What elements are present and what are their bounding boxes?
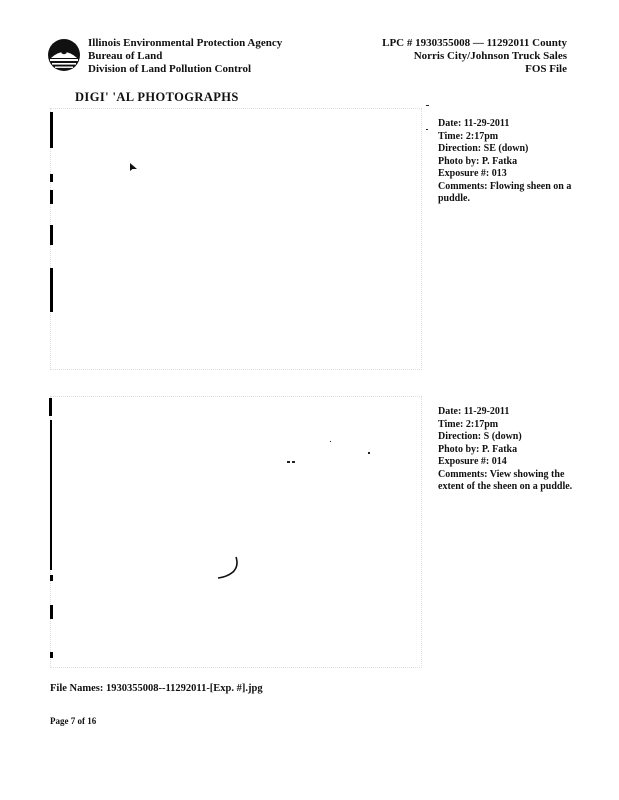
speck xyxy=(287,461,290,463)
speck xyxy=(368,452,370,454)
photo-2-edge-mark xyxy=(50,652,53,658)
photo-2-direction: Direction: S (down) xyxy=(438,431,522,442)
photo-1 xyxy=(50,108,422,370)
speck xyxy=(426,129,428,130)
photo-2-edge-mark xyxy=(49,398,52,416)
photo-2 xyxy=(50,396,422,668)
file-names: File Names: 1930355008--11292011-[Exp. #].jpg xyxy=(50,683,263,694)
photo-2-time: Time: 2:17pm xyxy=(438,418,499,430)
speck xyxy=(292,461,295,463)
photo-1-date: Date: 11-29-2011 xyxy=(438,118,510,129)
section-title: DIGI' 'AL PHOTOGRAPHS xyxy=(75,90,239,104)
photo-2-stroke-speck xyxy=(215,556,241,580)
photo-1-edge-mark xyxy=(50,268,53,312)
speck xyxy=(330,441,331,442)
photo-1-edge-mark xyxy=(50,225,53,245)
photo-1-time: Time: 2:17pm xyxy=(438,130,499,142)
photo-1-edge-mark xyxy=(50,190,53,204)
photo-2-edge-mark xyxy=(50,420,52,570)
page-number: Page 7 of 16 xyxy=(50,716,97,726)
cursor-speck xyxy=(130,163,138,172)
photo-1-exposure: Exposure #: 013 xyxy=(438,168,507,179)
speck xyxy=(426,105,429,106)
photo-2-edge-mark xyxy=(50,575,53,581)
illinois-epa-logo xyxy=(47,38,81,72)
photo-2-date: Date: 11-29-2011 xyxy=(438,406,510,417)
agency-block xyxy=(88,37,282,76)
agency-name: Illinois Environmental Protection Agency xyxy=(88,37,283,49)
photo-2-caption xyxy=(438,406,578,494)
photo-1-photographer: Photo by: P. Fatka xyxy=(438,155,518,167)
photo-2-exposure: Exposure #: 014 xyxy=(438,456,507,467)
site-id-block xyxy=(382,37,567,76)
bureau-name: Bureau of Land xyxy=(88,50,163,62)
photo-2-photographer: Photo by: P. Fatka xyxy=(438,443,518,455)
photo-2-comments: Comments: View showing the extent of the sheen on a puddle. xyxy=(438,468,573,492)
photo-1-direction: Direction: SE (down) xyxy=(438,143,529,154)
division-name: Division of Land Pollution Control xyxy=(88,63,251,75)
photo-1-caption xyxy=(438,118,578,206)
photo-1-comments: Comments: Flowing sheen on a puddle. xyxy=(438,180,572,204)
file-type: FOS File xyxy=(525,63,567,75)
photo-1-edge-mark xyxy=(50,112,53,148)
photo-2-edge-mark xyxy=(50,605,53,619)
lpc-number: LPC # 1930355008 — 11292011 County xyxy=(382,37,567,49)
photo-1-edge-mark xyxy=(50,174,53,182)
site-name: Norris City/Johnson Truck Sales xyxy=(413,50,567,62)
